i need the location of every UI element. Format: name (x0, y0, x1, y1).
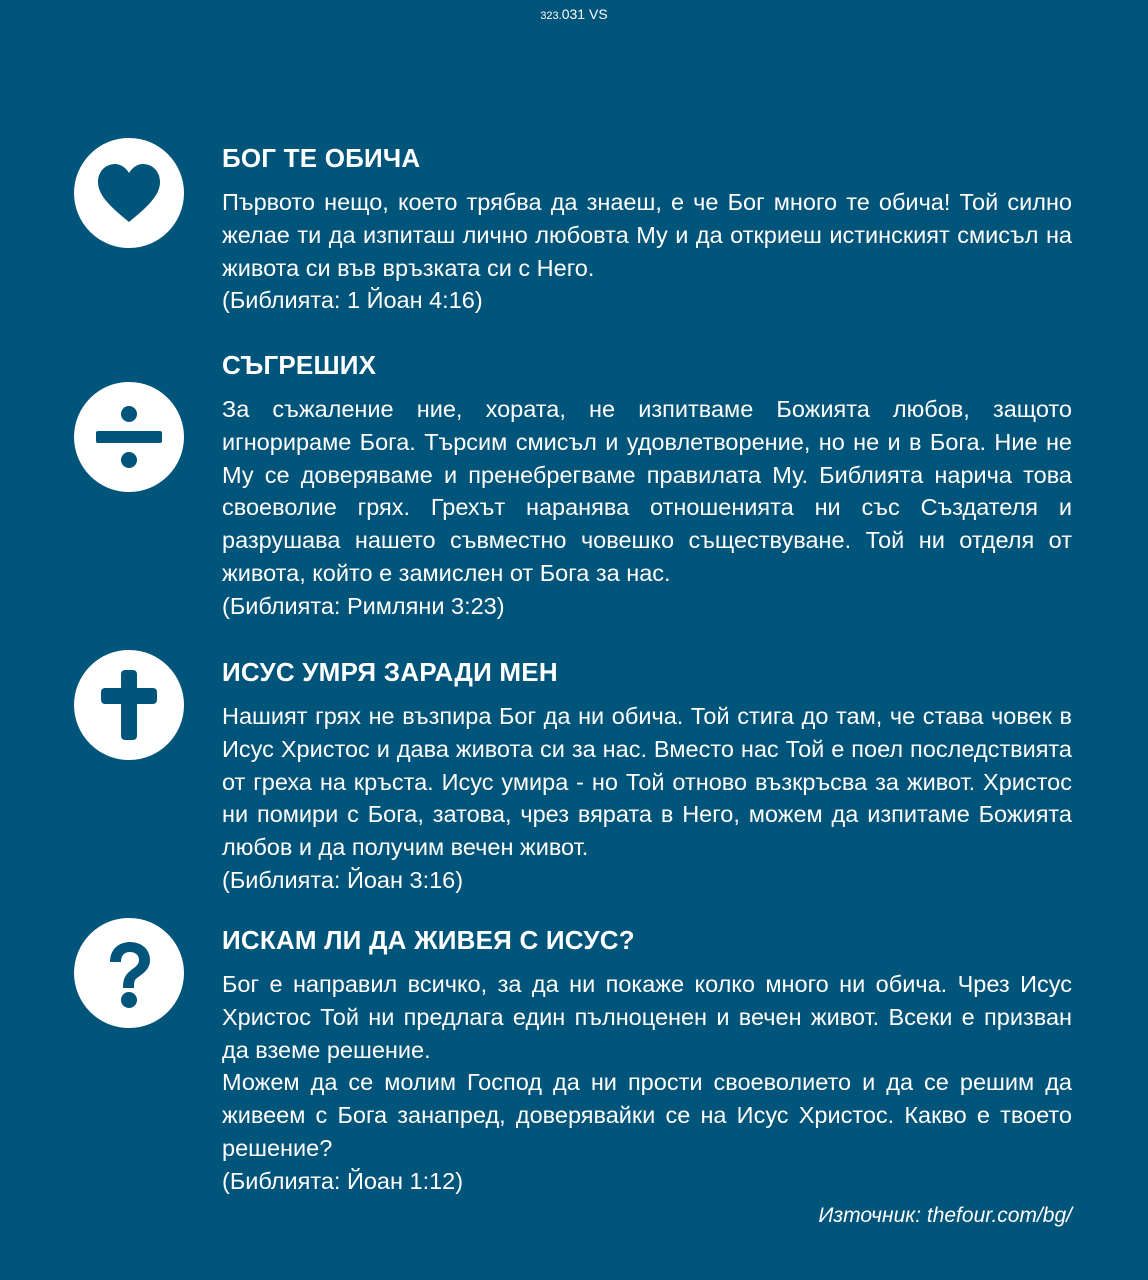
section-title: ИСКАМ ЛИ ДА ЖИВЕЯ С ИСУС? (222, 925, 635, 955)
print-code (0, 6, 1148, 22)
section-title: БОГ ТЕ ОБИЧА (222, 143, 421, 173)
section-paragraph: За съжаление ние, хората, не изпитваме Божията любов, защото игнорираме Бога. Търсим смисъл и удовлетворение, но не и в Бога. Ние не Му се доверяваме и пренебрегваме правилата Му. Библията нарича това своеволие грях. Грехът наранява отношенията ни със Създателя и разрушава нашето съвместно човешко съществуване. Той ни отделя от живота, който е замислен от Бога за нас. (222, 396, 1072, 586)
section-paragraph: Бог е направил всичко, за да ни покаже колко много ни обича. Чрез Исус Христос Той ни предлага един пълноценен и вечен живот. Всеки е призван да вземе решение. (222, 971, 1072, 1063)
bible-reference: (Библията: Йоан 1:12) (222, 1167, 464, 1194)
print-code-prefix: 323. (540, 10, 562, 22)
print-code-main: 031 VS (561, 6, 608, 22)
section-title: ИСУС УМРЯ ЗАРАДИ МЕН (222, 657, 558, 687)
divide-icon (74, 382, 184, 492)
source-credit: Източник: thefour.com/bg/ (818, 1204, 1072, 1227)
question-icon (74, 918, 184, 1028)
cross-icon (74, 650, 184, 760)
section-paragraph: Нашият грях не възпира Бог да ни обича. Той стига до там, че става човек в Исус Христос и дава живота си за нас. Вместо нас Той е поел последствията от греха на кръста. Исус умира - но Той отново възкръсва за живот. Христос ни помири с Бога, затова, чрез вярата в Него, можем да изпитаме Божията любов и да получим вечен живот. (222, 703, 1072, 861)
bible-reference: (Библията: Йоан 3:16) (222, 866, 464, 893)
section-paragraph: Първото нещо, което трябва да знаеш, е че Бог много те обича! Той силно желае ти да изпиташ лично любовта Му и да откриеш истинският смисъл на живота си във връзката си с Него. (222, 189, 1072, 281)
heart-icon (74, 138, 184, 248)
section-title: СЪГРЕШИХ (222, 350, 377, 380)
section-paragraph: Можем да се молим Господ да ни прости своеволието и да се решим да живеем с Бога занапред, доверявайки се на Исус Христос. Какво е твоето решение? (222, 1069, 1072, 1161)
bible-reference: (Библията: 1 Йоан 4:16) (222, 287, 483, 314)
bible-reference: (Библията: Римляни 3:23) (222, 592, 505, 619)
